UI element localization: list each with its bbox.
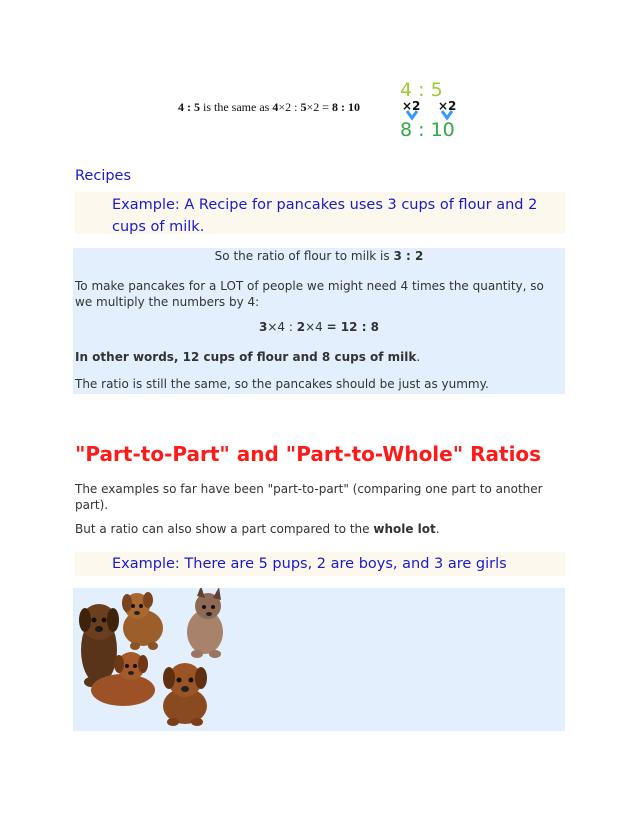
ratio-statement [73,248,565,264]
ratio-result: 8 : 10 [331,100,360,114]
ratio-equivalence-line [178,100,360,115]
calc-b: 2 [296,320,306,334]
pups-panel [73,588,565,731]
recipes-heading: Recipes [75,168,132,184]
other-words-end: . [416,350,421,364]
example-pups [75,552,565,576]
whole-lot-bold: whole lot [373,522,436,536]
text-is-same-as: is the same as [200,100,273,114]
figure-mult-right: ×2 [438,99,457,113]
whole-lot-paragraph [75,521,565,537]
pup-icon [79,604,119,687]
part-to-part-paragraph: The examples so far have been "part-to-part" (comparing one part to another part). [75,482,543,512]
calc-line [73,319,565,335]
pancake-explanation-panel [73,248,565,394]
yummy-paragraph: The ratio is still the same, so the pancakes should be just as yummy. [75,377,489,391]
ratio-scaling-figure [398,78,464,140]
example-pups-text: Example: There are 5 pups, 2 are boys, and 3 are girls [112,556,507,572]
multiply-paragraph: To make pancakes for a LOT of people we might need 4 times the quantity, so we multiply the numbers by 4: [75,279,544,309]
figure-mult-left: ×2 [402,99,421,113]
pup-icon [122,592,163,650]
ratio-a: 4 : 5 [178,100,200,114]
whole-lot-end: . [435,522,440,536]
example-pancakes-text: Example: A Recipe for pancakes uses 3 cups of flour and 2 cups of milk. [112,197,538,235]
times-1: ×2 : [278,100,301,114]
other-words-paragraph [75,349,563,365]
calc-a: 3 [258,320,268,334]
ratio-statement-value: 3 : 2 [393,249,424,263]
calc-op1: ×4 : [267,320,297,334]
pup-icon [163,663,207,726]
times-2: ×2 = [306,100,332,114]
pup-icon [187,588,223,658]
other-words-bold: In other words, 12 cups of flour and 8 cups of milk [75,350,417,364]
whole-lot-start: But a ratio can also show a part compared to the [75,522,374,536]
num-b: 4 [272,100,279,114]
pups-illustration [73,588,243,731]
section-heading: "Part-to-Part" and "Part-to-Whole" Ratios [75,442,542,466]
num-c: 5 [300,100,307,114]
figure-top-ratio: 4 : 5 [400,79,443,101]
calc-op2: ×4 [305,320,327,334]
calc-result: = 12 : 8 [326,320,380,334]
figure-bottom-ratio: 8 : 10 [400,119,455,140]
ratio-statement-text: So the ratio of flour to milk is [214,249,394,263]
example-pancakes [75,192,565,234]
